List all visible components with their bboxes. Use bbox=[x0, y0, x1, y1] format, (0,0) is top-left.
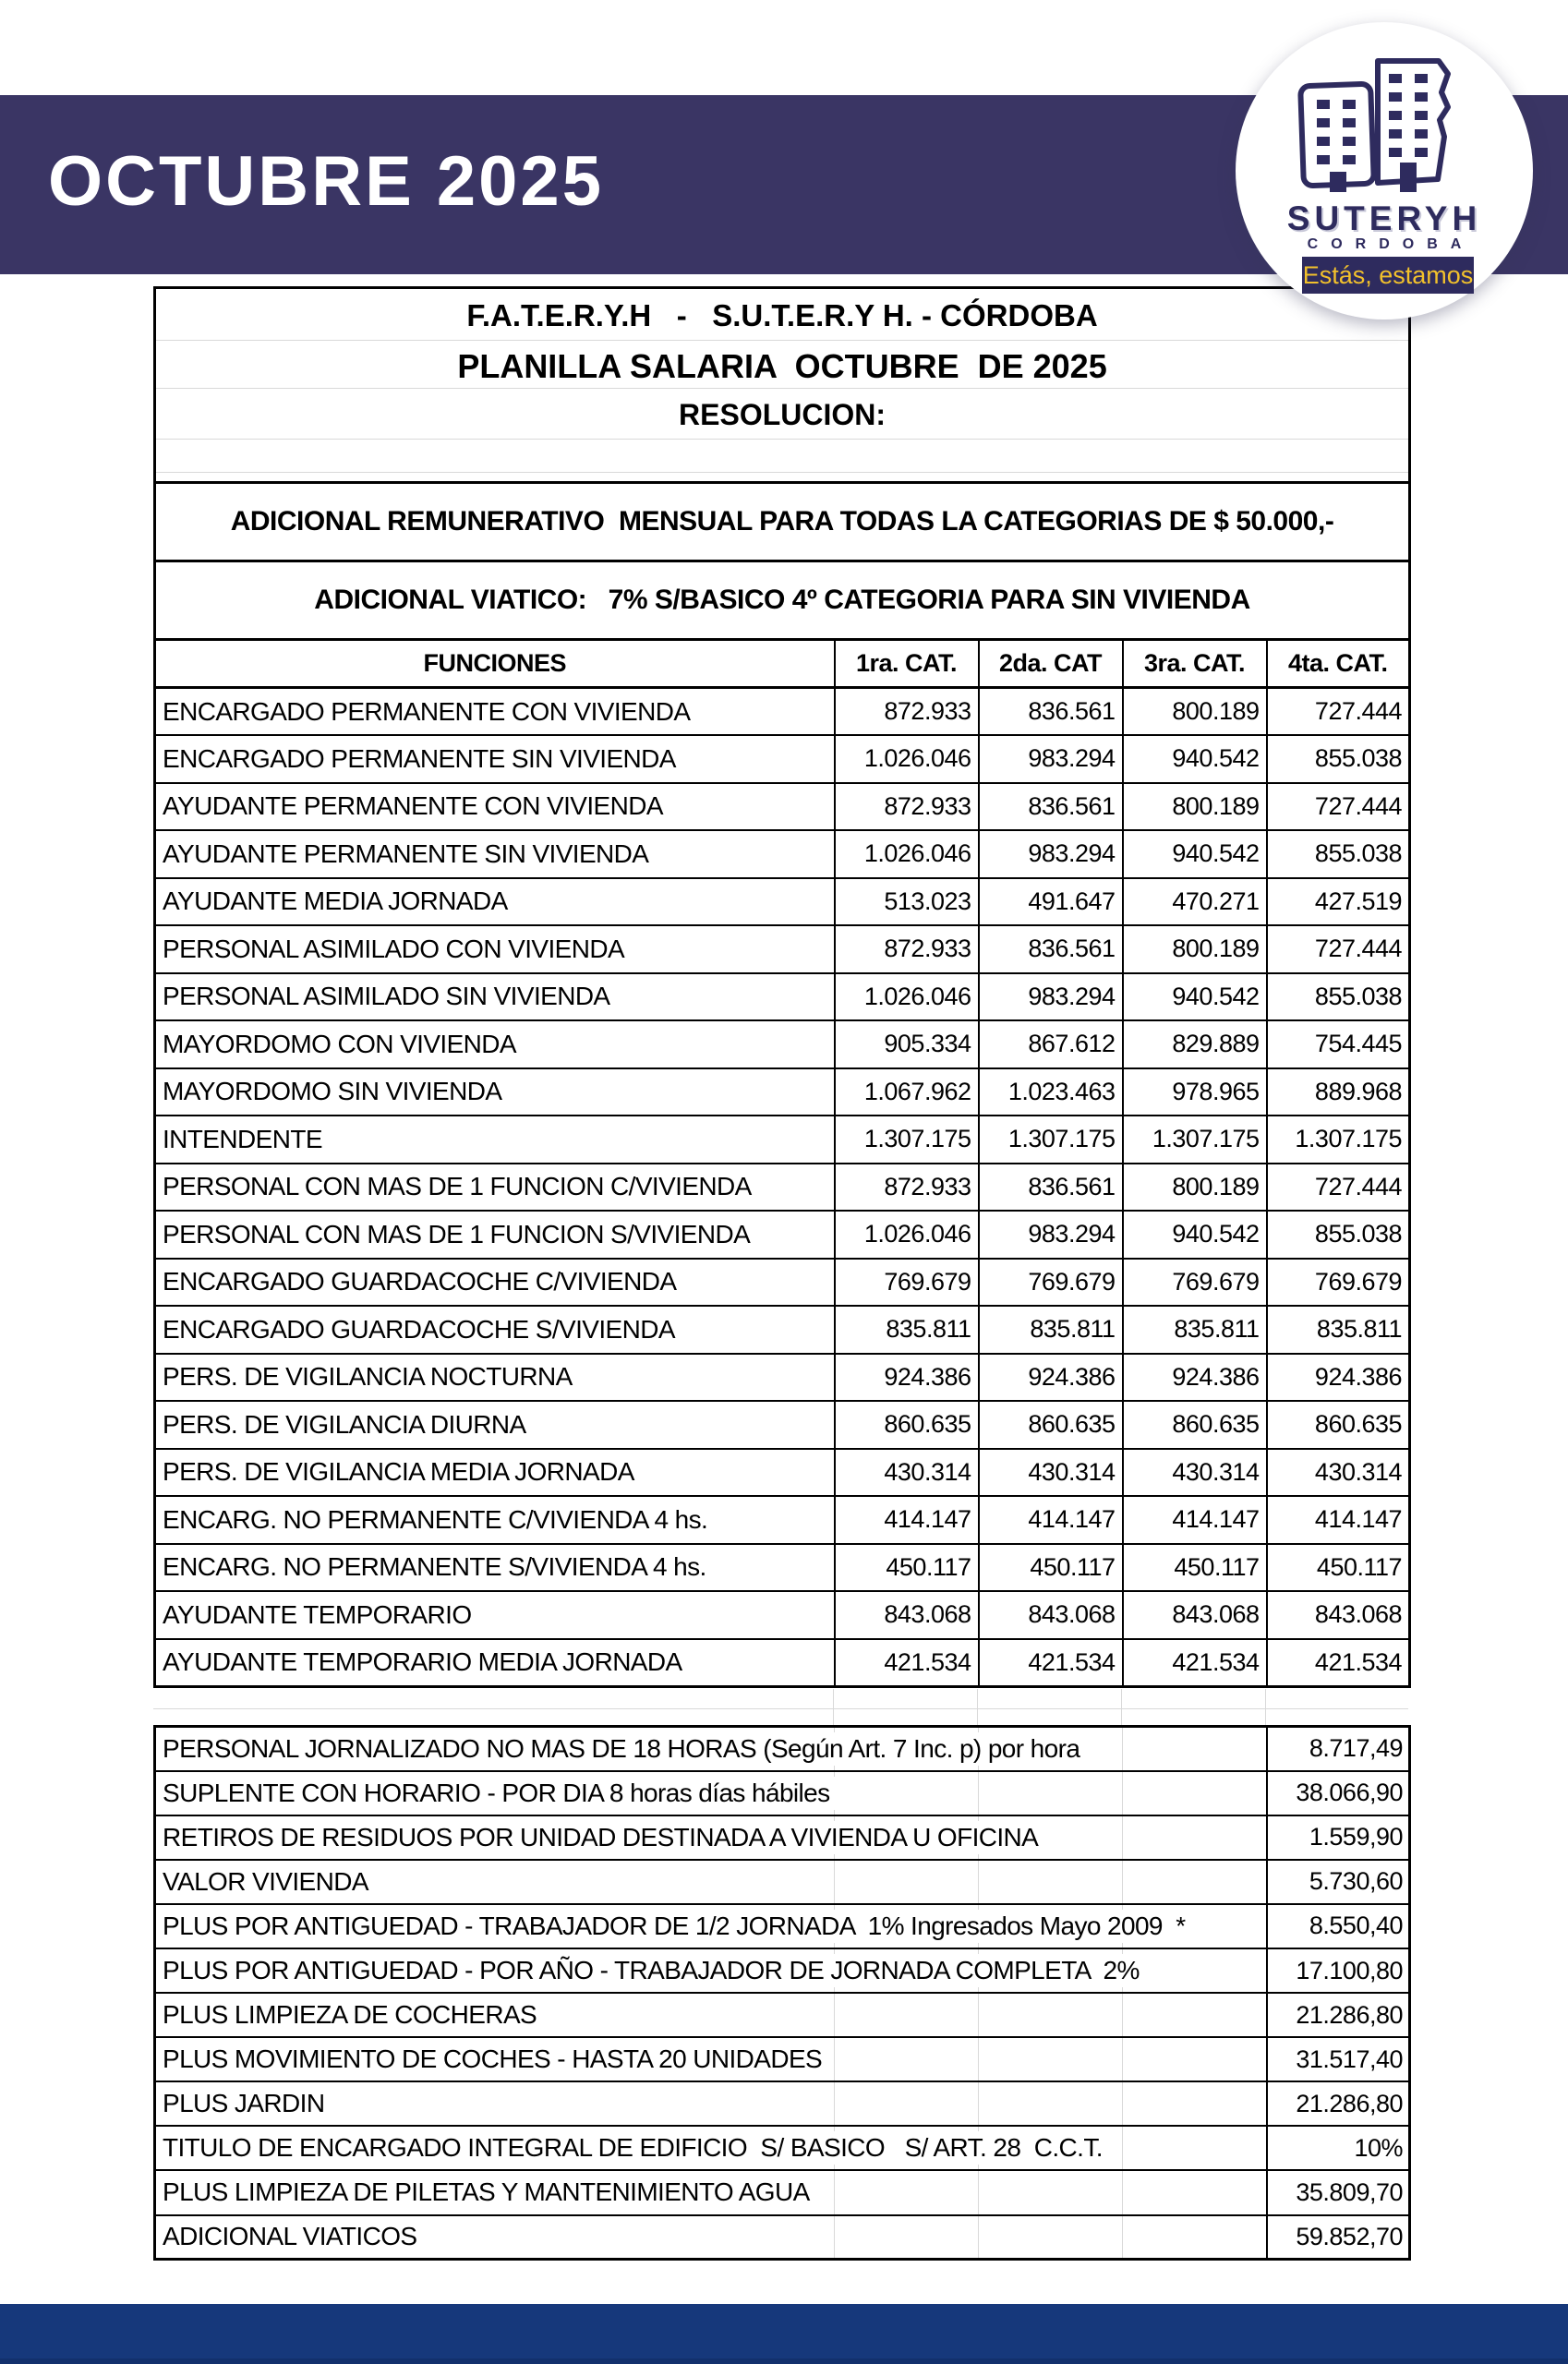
valor-cell: 10% bbox=[1267, 2126, 1410, 2170]
salary-value-cell: 836.561 bbox=[979, 925, 1123, 973]
salary-value-cell: 769.679 bbox=[1123, 1259, 1267, 1307]
salary-row bbox=[155, 1306, 1410, 1354]
salary-value-cell: 872.933 bbox=[835, 1164, 979, 1212]
salary-row bbox=[155, 1496, 1410, 1544]
empty-grid-cell bbox=[835, 2215, 979, 2260]
empty-grid-cell bbox=[1123, 1860, 1267, 1904]
salary-value-cell: 855.038 bbox=[1267, 973, 1410, 1021]
salary-row bbox=[155, 878, 1410, 926]
salary-value-cell: 450.117 bbox=[835, 1544, 979, 1592]
salary-value-cell: 427.519 bbox=[1267, 878, 1410, 926]
salary-value-cell: 924.386 bbox=[1123, 1354, 1267, 1402]
funcion-cell: PERS. DE VIGILANCIA DIURNA bbox=[155, 1401, 835, 1449]
salary-row bbox=[155, 830, 1410, 878]
salary-value-cell: 867.612 bbox=[979, 1020, 1123, 1068]
extras-row bbox=[155, 1815, 1410, 1860]
extras-row bbox=[155, 1993, 1410, 2037]
salary-value-cell: 983.294 bbox=[979, 973, 1123, 1021]
salary-value-cell: 829.889 bbox=[1123, 1020, 1267, 1068]
salary-value-cell: 430.314 bbox=[1123, 1449, 1267, 1497]
funcion-cell: ENCARGADO PERMANENTE CON VIVIENDA bbox=[155, 688, 835, 736]
salary-value-cell: 1.026.046 bbox=[835, 735, 979, 783]
empty-grid-cell bbox=[979, 1993, 1123, 2037]
funcion-cell: AYUDANTE TEMPORARIO MEDIA JORNADA bbox=[155, 1639, 835, 1687]
salary-value-cell: 924.386 bbox=[835, 1354, 979, 1402]
salary-value-cell: 769.679 bbox=[979, 1259, 1123, 1307]
table-gap-strip bbox=[153, 1689, 1408, 1725]
funcion-cell: PERS. DE VIGILANCIA NOCTURNA bbox=[155, 1354, 835, 1402]
empty-grid-cell bbox=[979, 2081, 1123, 2126]
funcion-cell: ENCARG. NO PERMANENTE S/VIVIENDA 4 hs. bbox=[155, 1544, 835, 1592]
salary-value-cell: 470.271 bbox=[1123, 878, 1267, 926]
salary-row bbox=[155, 1211, 1410, 1259]
salary-value-cell: 421.534 bbox=[979, 1639, 1123, 1687]
salary-value-cell: 1.026.046 bbox=[835, 973, 979, 1021]
salary-value-cell: 414.147 bbox=[1267, 1496, 1410, 1544]
salary-value-cell: 855.038 bbox=[1267, 735, 1410, 783]
column-header-cat4: 4ta. CAT. bbox=[1267, 640, 1410, 688]
salary-value-cell: 450.117 bbox=[1123, 1544, 1267, 1592]
salary-value-cell: 1.307.175 bbox=[979, 1116, 1123, 1164]
salary-row bbox=[155, 1354, 1410, 1402]
salary-value-cell: 924.386 bbox=[979, 1354, 1123, 1402]
salary-value-cell: 860.635 bbox=[979, 1401, 1123, 1449]
valor-cell: 1.559,90 bbox=[1267, 1815, 1410, 1860]
funcion-cell: PERS. DE VIGILANCIA MEDIA JORNADA bbox=[155, 1449, 835, 1497]
concepto-cell: PLUS LIMPIEZA DE COCHERAS bbox=[155, 1993, 835, 2037]
funcion-cell: INTENDENTE bbox=[155, 1116, 835, 1164]
empty-grid-cell bbox=[979, 2215, 1123, 2260]
empty-grid-cell bbox=[835, 2170, 979, 2214]
extras-row bbox=[155, 1727, 1410, 1771]
funcion-cell: ENCARGADO GUARDACOCHE C/VIVIENDA bbox=[155, 1259, 835, 1307]
salary-value-cell: 983.294 bbox=[979, 830, 1123, 878]
footer-band bbox=[0, 2304, 1568, 2364]
salary-value-cell: 843.068 bbox=[979, 1591, 1123, 1639]
note-viatico: ADICIONAL VIATICO: 7% S/BASICO 4º CATEGORIA PARA SIN VIVIENDA bbox=[155, 561, 1410, 640]
salary-row bbox=[155, 1449, 1410, 1497]
salary-row bbox=[155, 1164, 1410, 1212]
column-header-row bbox=[155, 640, 1410, 688]
funcion-cell: ENCARG. NO PERMANENTE C/VIVIENDA 4 hs. bbox=[155, 1496, 835, 1544]
empty-grid-cell bbox=[979, 1771, 1123, 1815]
salary-value-cell: 855.038 bbox=[1267, 830, 1410, 878]
empty-grid-cell bbox=[979, 1860, 1123, 1904]
empty-grid-cell bbox=[1123, 1993, 1267, 2037]
concepto-cell: PLUS POR ANTIGUEDAD - POR AÑO - TRABAJADOR DE JORNADA COMPLETA 2% bbox=[155, 1948, 835, 1993]
salary-value-cell: 835.811 bbox=[1267, 1306, 1410, 1354]
salary-value-cell: 835.811 bbox=[1123, 1306, 1267, 1354]
funcion-cell: MAYORDOMO CON VIVIENDA bbox=[155, 1020, 835, 1068]
funcion-cell: AYUDANTE TEMPORARIO bbox=[155, 1591, 835, 1639]
salary-value-cell: 1.026.046 bbox=[835, 830, 979, 878]
salary-value-cell: 835.811 bbox=[979, 1306, 1123, 1354]
empty-grid-cell bbox=[835, 2037, 979, 2081]
column-header-cat1: 1ra. CAT. bbox=[835, 640, 979, 688]
salary-row bbox=[155, 1020, 1410, 1068]
concepto-cell: PLUS JARDIN bbox=[155, 2081, 835, 2126]
funcion-cell: PERSONAL ASIMILADO SIN VIVIENDA bbox=[155, 973, 835, 1021]
empty-grid-cell bbox=[1123, 2170, 1267, 2214]
empty-grid-cell bbox=[835, 1771, 979, 1815]
salary-value-cell: 800.189 bbox=[1123, 1164, 1267, 1212]
empty-grid-cell bbox=[1123, 2215, 1267, 2260]
salary-row bbox=[155, 1591, 1410, 1639]
logo-circle bbox=[1236, 22, 1533, 320]
salary-value-cell: 513.023 bbox=[835, 878, 979, 926]
note-viatico-row bbox=[155, 561, 1410, 640]
salary-value-cell: 872.933 bbox=[835, 925, 979, 973]
extras-row bbox=[155, 1948, 1410, 1993]
logo-tagline: Estás, estamos bbox=[1302, 260, 1474, 289]
funcion-cell: AYUDANTE MEDIA JORNADA bbox=[155, 878, 835, 926]
salary-row bbox=[155, 688, 1410, 736]
salary-value-cell: 421.534 bbox=[835, 1639, 979, 1687]
salary-table bbox=[153, 286, 1411, 1688]
extras-table-body bbox=[155, 1727, 1410, 2260]
salary-row bbox=[155, 735, 1410, 783]
month-title: OCTUBRE 2025 bbox=[48, 142, 604, 222]
salary-value-cell: 800.189 bbox=[1123, 783, 1267, 831]
salary-value-cell: 860.635 bbox=[835, 1401, 979, 1449]
empty-grid-cell bbox=[1123, 2126, 1267, 2170]
note-remunerativo: ADICIONAL REMUNERATIVO MENSUAL PARA TODAS LA CATEGORIAS DE $ 50.000,- bbox=[155, 483, 1410, 561]
valor-cell: 35.809,70 bbox=[1267, 2170, 1410, 2214]
funcion-cell: AYUDANTE PERMANENTE SIN VIVIENDA bbox=[155, 830, 835, 878]
valor-cell: 8.550,40 bbox=[1267, 1904, 1410, 1948]
salary-row bbox=[155, 1544, 1410, 1592]
salary-value-cell: 754.445 bbox=[1267, 1020, 1410, 1068]
salary-value-cell: 924.386 bbox=[1267, 1354, 1410, 1402]
valor-cell: 8.717,49 bbox=[1267, 1727, 1410, 1771]
salary-row bbox=[155, 925, 1410, 973]
concepto-cell: PLUS LIMPIEZA DE PILETAS Y MANTENIMIENTO AGUA bbox=[155, 2170, 835, 2214]
twin-buildings-icon bbox=[1289, 48, 1479, 196]
salary-value-cell: 836.561 bbox=[979, 688, 1123, 736]
concepto-cell: RETIROS DE RESIDUOS POR UNIDAD DESTINADA A VIVIENDA U OFICINA bbox=[155, 1815, 835, 1860]
empty-grid-cell bbox=[1123, 1771, 1267, 1815]
salary-table-body bbox=[155, 688, 1410, 1687]
doc-title-line-1: F.A.T.E.R.Y.H - S.U.T.E.R.Y H. - CÓRDOBA bbox=[466, 298, 1098, 332]
empty-grid-cell bbox=[1123, 1727, 1267, 1771]
salary-value-cell: 843.068 bbox=[1123, 1591, 1267, 1639]
extras-row bbox=[155, 2037, 1410, 2081]
logo-tagline-bar bbox=[1302, 257, 1474, 294]
salary-value-cell: 940.542 bbox=[1123, 973, 1267, 1021]
salary-row bbox=[155, 783, 1410, 831]
funcion-cell: PERSONAL CON MAS DE 1 FUNCION S/VIVIENDA bbox=[155, 1211, 835, 1259]
salary-value-cell: 983.294 bbox=[979, 735, 1123, 783]
salary-value-cell: 769.679 bbox=[835, 1259, 979, 1307]
funcion-cell: AYUDANTE PERMANENTE CON VIVIENDA bbox=[155, 783, 835, 831]
salary-value-cell: 872.933 bbox=[835, 688, 979, 736]
valor-cell: 31.517,40 bbox=[1267, 2037, 1410, 2081]
extras-row bbox=[155, 2081, 1410, 2126]
salary-value-cell: 940.542 bbox=[1123, 735, 1267, 783]
column-header-funciones: FUNCIONES bbox=[155, 640, 835, 688]
extras-row bbox=[155, 1771, 1410, 1815]
concepto-cell: VALOR VIVIENDA bbox=[155, 1860, 835, 1904]
doc-title-line-3: RESOLUCION: bbox=[679, 398, 887, 431]
salary-table-head-section bbox=[155, 288, 1410, 688]
salary-value-cell: 769.679 bbox=[1267, 1259, 1410, 1307]
extras-row bbox=[155, 2126, 1410, 2170]
salary-value-cell: 800.189 bbox=[1123, 925, 1267, 973]
concepto-cell: ADICIONAL VIATICOS bbox=[155, 2215, 835, 2260]
salary-value-cell: 727.444 bbox=[1267, 925, 1410, 973]
salary-row bbox=[155, 1639, 1410, 1687]
salary-value-cell: 727.444 bbox=[1267, 783, 1410, 831]
empty-grid-cell bbox=[979, 2170, 1123, 2214]
extras-row bbox=[155, 2170, 1410, 2214]
concepto-cell: PLUS MOVIMIENTO DE COCHES - HASTA 20 UNIDADES bbox=[155, 2037, 835, 2081]
salary-value-cell: 860.635 bbox=[1267, 1401, 1410, 1449]
salary-value-cell: 414.147 bbox=[1123, 1496, 1267, 1544]
salary-value-cell: 430.314 bbox=[1267, 1449, 1410, 1497]
salary-value-cell: 491.647 bbox=[979, 878, 1123, 926]
salary-row bbox=[155, 1068, 1410, 1116]
extras-table bbox=[153, 1725, 1411, 2261]
funcion-cell: ENCARGADO GUARDACOCHE S/VIVIENDA bbox=[155, 1306, 835, 1354]
funcion-cell: PERSONAL ASIMILADO CON VIVIENDA bbox=[155, 925, 835, 973]
salary-value-cell: 843.068 bbox=[835, 1591, 979, 1639]
valor-cell: 5.730,60 bbox=[1267, 1860, 1410, 1904]
title-row bbox=[155, 288, 1410, 483]
salary-value-cell: 727.444 bbox=[1267, 688, 1410, 736]
valor-cell: 38.066,90 bbox=[1267, 1771, 1410, 1815]
salary-value-cell: 1.307.175 bbox=[1267, 1116, 1410, 1164]
salary-value-cell: 836.561 bbox=[979, 1164, 1123, 1212]
salary-value-cell: 430.314 bbox=[835, 1449, 979, 1497]
footer-band-edge bbox=[0, 2358, 1568, 2364]
valor-cell: 17.100,80 bbox=[1267, 1948, 1410, 1993]
salary-value-cell: 800.189 bbox=[1123, 688, 1267, 736]
concepto-cell: SUPLENTE CON HORARIO - POR DIA 8 horas días hábiles bbox=[155, 1771, 835, 1815]
salary-value-cell: 1.307.175 bbox=[1123, 1116, 1267, 1164]
salary-value-cell: 905.334 bbox=[835, 1020, 979, 1068]
salary-value-cell: 983.294 bbox=[979, 1211, 1123, 1259]
salary-value-cell: 855.038 bbox=[1267, 1211, 1410, 1259]
salary-value-cell: 1.067.962 bbox=[835, 1068, 979, 1116]
salary-value-cell: 940.542 bbox=[1123, 1211, 1267, 1259]
salary-value-cell: 450.117 bbox=[1267, 1544, 1410, 1592]
salary-value-cell: 450.117 bbox=[979, 1544, 1123, 1592]
concepto-cell: TITULO DE ENCARGADO INTEGRAL DE EDIFICIO S/ BASICO S/ ART. 28 C.C.T. bbox=[155, 2126, 835, 2170]
concepto-cell: PLUS POR ANTIGUEDAD - TRABAJADOR DE 1/2 JORNADA 1% Ingresados Mayo 2009 * bbox=[155, 1904, 835, 1948]
salary-row bbox=[155, 973, 1410, 1021]
salary-value-cell: 421.534 bbox=[1267, 1639, 1410, 1687]
salary-value-cell: 889.968 bbox=[1267, 1068, 1410, 1116]
empty-grid-cell bbox=[835, 1860, 979, 1904]
salary-value-cell: 978.965 bbox=[1123, 1068, 1267, 1116]
salary-value-cell: 835.811 bbox=[835, 1306, 979, 1354]
funcion-cell: ENCARGADO PERMANENTE SIN VIVIENDA bbox=[155, 735, 835, 783]
salary-value-cell: 1.023.463 bbox=[979, 1068, 1123, 1116]
extras-row bbox=[155, 1860, 1410, 1904]
salary-value-cell: 421.534 bbox=[1123, 1639, 1267, 1687]
salary-value-cell: 727.444 bbox=[1267, 1164, 1410, 1212]
salary-value-cell: 860.635 bbox=[1123, 1401, 1267, 1449]
salary-value-cell: 1.026.046 bbox=[835, 1211, 979, 1259]
empty-grid-cell bbox=[1123, 1815, 1267, 1860]
funcion-cell: MAYORDOMO SIN VIVIENDA bbox=[155, 1068, 835, 1116]
salary-row bbox=[155, 1116, 1410, 1164]
empty-grid-cell bbox=[979, 2037, 1123, 2081]
salary-value-cell: 836.561 bbox=[979, 783, 1123, 831]
empty-grid-cell bbox=[1123, 2037, 1267, 2081]
salary-value-cell: 414.147 bbox=[979, 1496, 1123, 1544]
empty-grid-cell bbox=[1123, 2081, 1267, 2126]
doc-title-line-2: PLANILLA SALARIA OCTUBRE DE 2025 bbox=[457, 347, 1107, 385]
extras-row bbox=[155, 1904, 1410, 1948]
salary-value-cell: 872.933 bbox=[835, 783, 979, 831]
salary-row bbox=[155, 1259, 1410, 1307]
salary-value-cell: 430.314 bbox=[979, 1449, 1123, 1497]
salary-value-cell: 1.307.175 bbox=[835, 1116, 979, 1164]
valor-cell: 59.852,70 bbox=[1267, 2215, 1410, 2260]
logo-city: CORDOBA bbox=[1307, 236, 1475, 252]
empty-grid-cell bbox=[835, 1993, 979, 2037]
empty-grid-cell bbox=[835, 2081, 979, 2126]
extras-row bbox=[155, 2215, 1410, 2260]
salary-row bbox=[155, 1401, 1410, 1449]
column-header-cat3: 3ra. CAT. bbox=[1123, 640, 1267, 688]
logo-org: SUTERYH bbox=[1286, 199, 1482, 237]
salary-value-cell: 843.068 bbox=[1267, 1591, 1410, 1639]
salary-value-cell: 940.542 bbox=[1123, 830, 1267, 878]
note-remunerativo-row bbox=[155, 483, 1410, 561]
valor-cell: 21.286,80 bbox=[1267, 1993, 1410, 2037]
column-header-cat2: 2da. CAT bbox=[979, 640, 1123, 688]
salary-value-cell: 414.147 bbox=[835, 1496, 979, 1544]
funcion-cell: PERSONAL CON MAS DE 1 FUNCION C/VIVIENDA bbox=[155, 1164, 835, 1212]
concepto-cell: PERSONAL JORNALIZADO NO MAS DE 18 HORAS (Según Art. 7 Inc. p) por hora bbox=[155, 1727, 835, 1771]
valor-cell: 21.286,80 bbox=[1267, 2081, 1410, 2126]
